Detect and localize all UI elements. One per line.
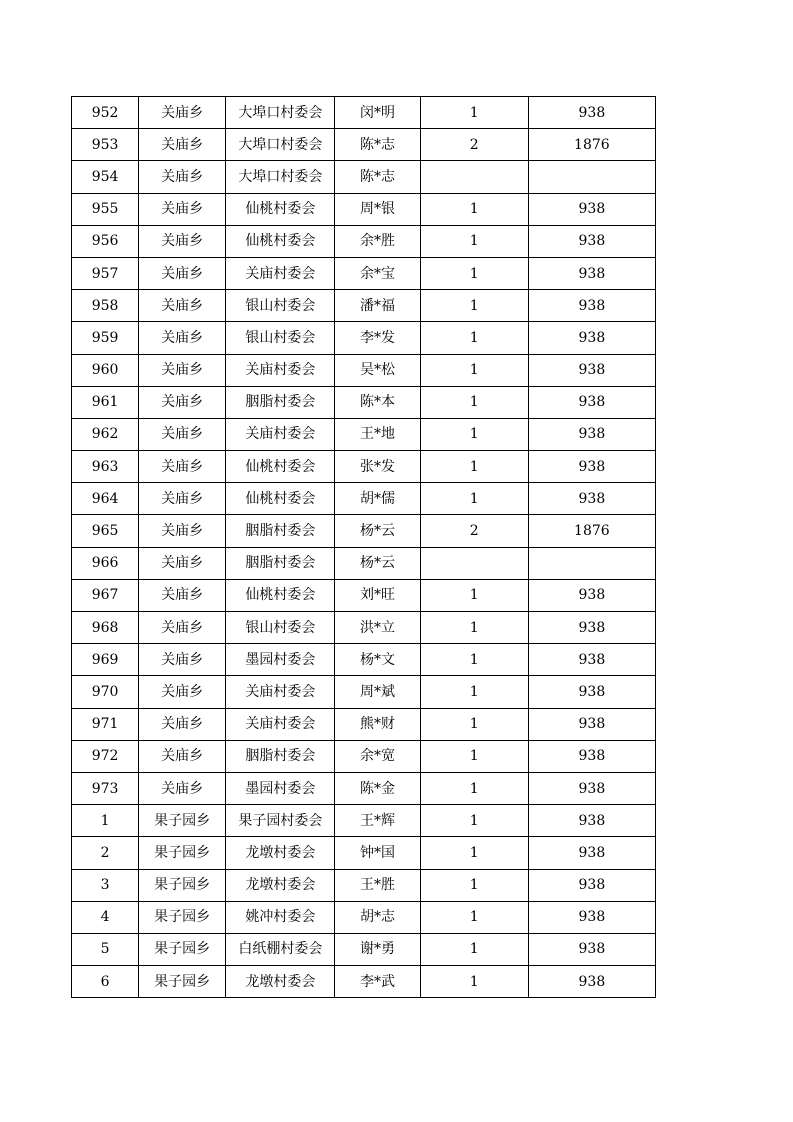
amount-cell: 938 (528, 483, 655, 515)
amount-cell: 938 (528, 386, 655, 418)
name-cell: 余*宝 (335, 257, 420, 289)
amount-cell (528, 161, 655, 193)
row-number-cell: 6 (72, 966, 139, 998)
count-cell: 1 (420, 97, 528, 129)
amount-cell: 938 (528, 933, 655, 965)
township-cell: 关庙乡 (139, 386, 226, 418)
village-committee-cell: 大埠口村委会 (226, 129, 335, 161)
count-cell: 1 (420, 354, 528, 386)
village-committee-cell: 仙桃村委会 (226, 193, 335, 225)
amount-cell: 938 (528, 225, 655, 257)
amount-cell: 938 (528, 805, 655, 837)
row-number-cell: 953 (72, 129, 139, 161)
count-cell (420, 547, 528, 579)
village-committee-cell: 胭脂村委会 (226, 515, 335, 547)
row-number-cell: 956 (72, 225, 139, 257)
township-cell: 关庙乡 (139, 644, 226, 676)
village-committee-cell: 关庙村委会 (226, 708, 335, 740)
table-row (72, 257, 656, 289)
township-cell: 果子园乡 (139, 901, 226, 933)
count-cell: 1 (420, 676, 528, 708)
village-committee-cell: 仙桃村委会 (226, 579, 335, 611)
township-cell: 果子园乡 (139, 869, 226, 901)
amount-cell: 938 (528, 97, 655, 129)
row-number-cell: 965 (72, 515, 139, 547)
township-cell: 果子园乡 (139, 966, 226, 998)
row-number-cell: 3 (72, 869, 139, 901)
village-committee-cell: 大埠口村委会 (226, 97, 335, 129)
amount-cell: 938 (528, 612, 655, 644)
count-cell: 1 (420, 579, 528, 611)
name-cell: 胡*儒 (335, 483, 420, 515)
name-cell: 李*发 (335, 322, 420, 354)
amount-cell: 938 (528, 354, 655, 386)
village-committee-cell: 银山村委会 (226, 290, 335, 322)
count-cell: 1 (420, 386, 528, 418)
name-cell: 吴*松 (335, 354, 420, 386)
row-number-cell: 959 (72, 322, 139, 354)
township-cell: 关庙乡 (139, 515, 226, 547)
row-number-cell: 954 (72, 161, 139, 193)
name-cell: 李*武 (335, 966, 420, 998)
table-row (72, 451, 656, 483)
row-number-cell: 971 (72, 708, 139, 740)
village-committee-cell: 仙桃村委会 (226, 483, 335, 515)
township-cell: 果子园乡 (139, 933, 226, 965)
count-cell: 1 (420, 933, 528, 965)
name-cell: 潘*福 (335, 290, 420, 322)
name-cell: 刘*旺 (335, 579, 420, 611)
row-number-cell: 967 (72, 579, 139, 611)
amount-cell: 938 (528, 772, 655, 804)
table-row (72, 418, 656, 450)
table-row (72, 740, 656, 772)
name-cell: 闵*明 (335, 97, 420, 129)
name-cell: 王*地 (335, 418, 420, 450)
amount-cell: 938 (528, 837, 655, 869)
table-row (72, 515, 656, 547)
village-committee-cell: 果子园村委会 (226, 805, 335, 837)
table-row (72, 386, 656, 418)
name-cell: 余*宽 (335, 740, 420, 772)
township-cell: 果子园乡 (139, 837, 226, 869)
township-cell: 关庙乡 (139, 772, 226, 804)
name-cell: 王*辉 (335, 805, 420, 837)
table-row (72, 772, 656, 804)
village-committee-cell: 姚冲村委会 (226, 901, 335, 933)
name-cell: 张*发 (335, 451, 420, 483)
name-cell: 王*胜 (335, 869, 420, 901)
table-row (72, 193, 656, 225)
township-cell: 关庙乡 (139, 740, 226, 772)
table-row (72, 901, 656, 933)
amount-cell: 938 (528, 676, 655, 708)
count-cell: 1 (420, 290, 528, 322)
village-committee-cell: 关庙村委会 (226, 354, 335, 386)
row-number-cell: 952 (72, 97, 139, 129)
table-row (72, 644, 656, 676)
table-row (72, 483, 656, 515)
amount-cell: 938 (528, 869, 655, 901)
row-number-cell: 968 (72, 612, 139, 644)
village-committee-cell: 胭脂村委会 (226, 386, 335, 418)
table-row (72, 97, 656, 129)
table-row (72, 129, 656, 161)
count-cell: 1 (420, 805, 528, 837)
village-committee-cell: 墨园村委会 (226, 644, 335, 676)
amount-cell: 938 (528, 901, 655, 933)
amount-cell: 938 (528, 418, 655, 450)
village-committee-cell: 大埠口村委会 (226, 161, 335, 193)
row-number-cell: 5 (72, 933, 139, 965)
table-row (72, 708, 656, 740)
table-row (72, 676, 656, 708)
township-cell: 关庙乡 (139, 579, 226, 611)
amount-cell: 938 (528, 966, 655, 998)
village-committee-cell: 关庙村委会 (226, 676, 335, 708)
count-cell: 1 (420, 193, 528, 225)
row-number-cell: 972 (72, 740, 139, 772)
name-cell: 陈*志 (335, 161, 420, 193)
table-row (72, 933, 656, 965)
name-cell: 余*胜 (335, 225, 420, 257)
township-cell: 关庙乡 (139, 418, 226, 450)
township-cell: 关庙乡 (139, 483, 226, 515)
village-committee-cell: 龙墩村委会 (226, 966, 335, 998)
table-row (72, 322, 656, 354)
name-cell: 陈*金 (335, 772, 420, 804)
count-cell: 1 (420, 225, 528, 257)
table-row (72, 354, 656, 386)
village-committee-cell: 银山村委会 (226, 322, 335, 354)
table-row (72, 805, 656, 837)
table-row (72, 579, 656, 611)
amount-cell (528, 547, 655, 579)
amount-cell: 938 (528, 290, 655, 322)
count-cell: 1 (420, 322, 528, 354)
name-cell: 陈*志 (335, 129, 420, 161)
township-cell: 关庙乡 (139, 193, 226, 225)
amount-cell: 938 (528, 740, 655, 772)
amount-cell: 938 (528, 708, 655, 740)
village-committee-cell: 关庙村委会 (226, 418, 335, 450)
row-number-cell: 2 (72, 837, 139, 869)
amount-cell: 938 (528, 193, 655, 225)
table-row (72, 161, 656, 193)
township-cell: 关庙乡 (139, 257, 226, 289)
count-cell: 1 (420, 966, 528, 998)
township-cell: 果子园乡 (139, 805, 226, 837)
row-number-cell: 1 (72, 805, 139, 837)
township-cell: 关庙乡 (139, 129, 226, 161)
row-number-cell: 955 (72, 193, 139, 225)
row-number-cell: 4 (72, 901, 139, 933)
amount-cell: 938 (528, 644, 655, 676)
amount-cell: 938 (528, 322, 655, 354)
row-number-cell: 961 (72, 386, 139, 418)
table-row (72, 225, 656, 257)
name-cell: 周*银 (335, 193, 420, 225)
village-committee-cell: 白纸棚村委会 (226, 933, 335, 965)
count-cell: 1 (420, 708, 528, 740)
count-cell: 1 (420, 418, 528, 450)
count-cell: 2 (420, 515, 528, 547)
row-number-cell: 970 (72, 676, 139, 708)
row-number-cell: 966 (72, 547, 139, 579)
table-row (72, 869, 656, 901)
row-number-cell: 957 (72, 257, 139, 289)
township-cell: 关庙乡 (139, 708, 226, 740)
village-committee-cell: 仙桃村委会 (226, 225, 335, 257)
count-cell: 1 (420, 837, 528, 869)
name-cell: 洪*立 (335, 612, 420, 644)
count-cell: 1 (420, 612, 528, 644)
village-committee-cell: 龙墩村委会 (226, 869, 335, 901)
township-cell: 关庙乡 (139, 547, 226, 579)
name-cell: 杨*云 (335, 515, 420, 547)
amount-cell: 1876 (528, 515, 655, 547)
name-cell: 陈*本 (335, 386, 420, 418)
village-committee-cell: 胭脂村委会 (226, 547, 335, 579)
row-number-cell: 962 (72, 418, 139, 450)
name-cell: 杨*文 (335, 644, 420, 676)
row-number-cell: 958 (72, 290, 139, 322)
village-committee-cell: 墨园村委会 (226, 772, 335, 804)
township-cell: 关庙乡 (139, 354, 226, 386)
row-number-cell: 973 (72, 772, 139, 804)
township-cell: 关庙乡 (139, 290, 226, 322)
count-cell: 1 (420, 901, 528, 933)
count-cell: 2 (420, 129, 528, 161)
name-cell: 周*斌 (335, 676, 420, 708)
amount-cell: 938 (528, 257, 655, 289)
table-row (72, 290, 656, 322)
row-number-cell: 964 (72, 483, 139, 515)
village-committee-cell: 龙墩村委会 (226, 837, 335, 869)
village-committee-cell: 关庙村委会 (226, 257, 335, 289)
township-cell: 关庙乡 (139, 612, 226, 644)
name-cell: 熊*财 (335, 708, 420, 740)
township-cell: 关庙乡 (139, 322, 226, 354)
row-number-cell: 963 (72, 451, 139, 483)
amount-cell: 938 (528, 579, 655, 611)
name-cell: 谢*勇 (335, 933, 420, 965)
count-cell: 1 (420, 869, 528, 901)
name-cell: 胡*志 (335, 901, 420, 933)
name-cell: 钟*国 (335, 837, 420, 869)
count-cell: 1 (420, 257, 528, 289)
township-cell: 关庙乡 (139, 676, 226, 708)
row-number-cell: 969 (72, 644, 139, 676)
township-cell: 关庙乡 (139, 225, 226, 257)
name-cell: 杨*云 (335, 547, 420, 579)
count-cell: 1 (420, 644, 528, 676)
count-cell: 1 (420, 451, 528, 483)
table-row (72, 966, 656, 998)
amount-cell: 938 (528, 451, 655, 483)
village-committee-cell: 胭脂村委会 (226, 740, 335, 772)
table-row (72, 612, 656, 644)
township-cell: 关庙乡 (139, 161, 226, 193)
amount-cell: 1876 (528, 129, 655, 161)
table-row (72, 547, 656, 579)
count-cell: 1 (420, 740, 528, 772)
table-row (72, 837, 656, 869)
count-cell: 1 (420, 483, 528, 515)
village-committee-cell: 银山村委会 (226, 612, 335, 644)
count-cell: 1 (420, 772, 528, 804)
township-cell: 关庙乡 (139, 451, 226, 483)
table-body (72, 97, 656, 998)
count-cell (420, 161, 528, 193)
township-cell: 关庙乡 (139, 97, 226, 129)
row-number-cell: 960 (72, 354, 139, 386)
data-table (71, 96, 656, 998)
village-committee-cell: 仙桃村委会 (226, 451, 335, 483)
